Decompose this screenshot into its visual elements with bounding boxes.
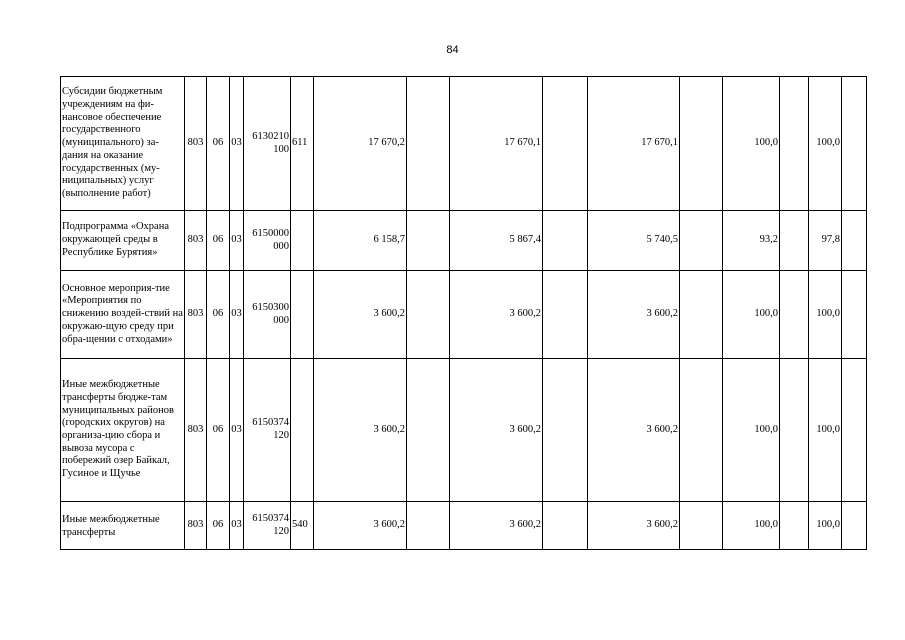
percent-plan-cell: 100,0 [723, 359, 780, 502]
ministry-code-cell: 803 [185, 211, 207, 271]
ministry-code-cell: 803 [185, 77, 207, 211]
percent-refined-cell: 100,0 [809, 359, 842, 502]
empty-cell [842, 502, 867, 550]
empty-cell [407, 211, 450, 271]
refined-amount-cell: 3 600,2 [450, 359, 543, 502]
executed-amount-cell: 3 600,2 [588, 502, 680, 550]
percent-plan-cell: 100,0 [723, 271, 780, 359]
percent-refined-cell: 97,8 [809, 211, 842, 271]
empty-cell [680, 359, 723, 502]
empty-cell [407, 502, 450, 550]
subsection-code-cell: 03 [230, 271, 244, 359]
table-row [61, 211, 867, 271]
budget-execution-table [60, 76, 867, 550]
percent-plan-cell: 100,0 [723, 502, 780, 550]
empty-cell [543, 77, 588, 211]
executed-amount-cell: 17 670,1 [588, 77, 680, 211]
refined-amount-cell: 3 600,2 [450, 502, 543, 550]
empty-cell [407, 77, 450, 211]
percent-plan-cell: 100,0 [723, 77, 780, 211]
executed-amount-cell: 5 740,5 [588, 211, 680, 271]
page-number: 84 [446, 44, 459, 56]
empty-cell [780, 211, 809, 271]
empty-cell [543, 502, 588, 550]
percent-refined-cell: 100,0 [809, 502, 842, 550]
expense-type-cell [291, 211, 314, 271]
expense-name-cell: Иные межбюджетные трансферты бюдже-там муниципальных районов (городских округов) на организа-цию сбора и вывоза мусора с побережий озер Байкал, Гусиное и Щучье [61, 359, 185, 502]
expense-type-cell [291, 271, 314, 359]
empty-cell [543, 359, 588, 502]
empty-cell [680, 211, 723, 271]
empty-cell [842, 77, 867, 211]
plan-amount-cell: 6 158,7 [314, 211, 407, 271]
subsection-code-cell: 03 [230, 77, 244, 211]
expense-name-cell: Иные межбюджетные трансферты [61, 502, 185, 550]
expense-name-cell: Субсидии бюджетным учреждениям на фи-нансовое обеспечение государственного (муниципального) за-дания на оказание государственных (му-ниципальных) услуг (выполнение работ) [61, 77, 185, 211]
empty-cell [543, 211, 588, 271]
section-code-cell: 06 [207, 77, 230, 211]
subsection-code-cell: 03 [230, 502, 244, 550]
expense-name-cell: Основное мероприя-тие «Мероприятия по снижению воздей-ствий на окружаю-щую среду при обра-щении с отходами» [61, 271, 185, 359]
empty-cell [680, 271, 723, 359]
empty-cell [780, 502, 809, 550]
empty-cell [680, 502, 723, 550]
refined-amount-cell: 5 867,4 [450, 211, 543, 271]
target-article-cell: 6150300 000 [244, 271, 291, 359]
empty-cell [780, 359, 809, 502]
ministry-code-cell: 803 [185, 359, 207, 502]
percent-refined-cell: 100,0 [809, 77, 842, 211]
empty-cell [842, 271, 867, 359]
percent-plan-cell: 93,2 [723, 211, 780, 271]
subsection-code-cell: 03 [230, 359, 244, 502]
expense-type-cell [291, 359, 314, 502]
table-row [61, 77, 867, 211]
empty-cell [680, 77, 723, 211]
empty-cell [407, 271, 450, 359]
section-code-cell: 06 [207, 271, 230, 359]
empty-cell [543, 271, 588, 359]
executed-amount-cell: 3 600,2 [588, 271, 680, 359]
table-row [61, 359, 867, 502]
executed-amount-cell: 3 600,2 [588, 359, 680, 502]
section-code-cell: 06 [207, 211, 230, 271]
expense-type-cell: 611 [291, 77, 314, 211]
refined-amount-cell: 17 670,1 [450, 77, 543, 211]
section-code-cell: 06 [207, 502, 230, 550]
plan-amount-cell: 17 670,2 [314, 77, 407, 211]
plan-amount-cell: 3 600,2 [314, 271, 407, 359]
target-article-cell: 6130210 100 [244, 77, 291, 211]
table-row [61, 502, 867, 550]
plan-amount-cell: 3 600,2 [314, 502, 407, 550]
section-code-cell: 06 [207, 359, 230, 502]
empty-cell [780, 77, 809, 211]
subsection-code-cell: 03 [230, 211, 244, 271]
target-article-cell: 6150374 120 [244, 502, 291, 550]
expense-type-cell: 540 [291, 502, 314, 550]
empty-cell [407, 359, 450, 502]
target-article-cell: 6150000 000 [244, 211, 291, 271]
expense-name-cell: Подпрограмма «Охрана окружающей среды в Республике Бурятия» [61, 211, 185, 271]
refined-amount-cell: 3 600,2 [450, 271, 543, 359]
ministry-code-cell: 803 [185, 271, 207, 359]
ministry-code-cell: 803 [185, 502, 207, 550]
target-article-cell: 6150374 120 [244, 359, 291, 502]
empty-cell [780, 271, 809, 359]
table-row [61, 271, 867, 359]
empty-cell [842, 359, 867, 502]
percent-refined-cell: 100,0 [809, 271, 842, 359]
plan-amount-cell: 3 600,2 [314, 359, 407, 502]
empty-cell [842, 211, 867, 271]
